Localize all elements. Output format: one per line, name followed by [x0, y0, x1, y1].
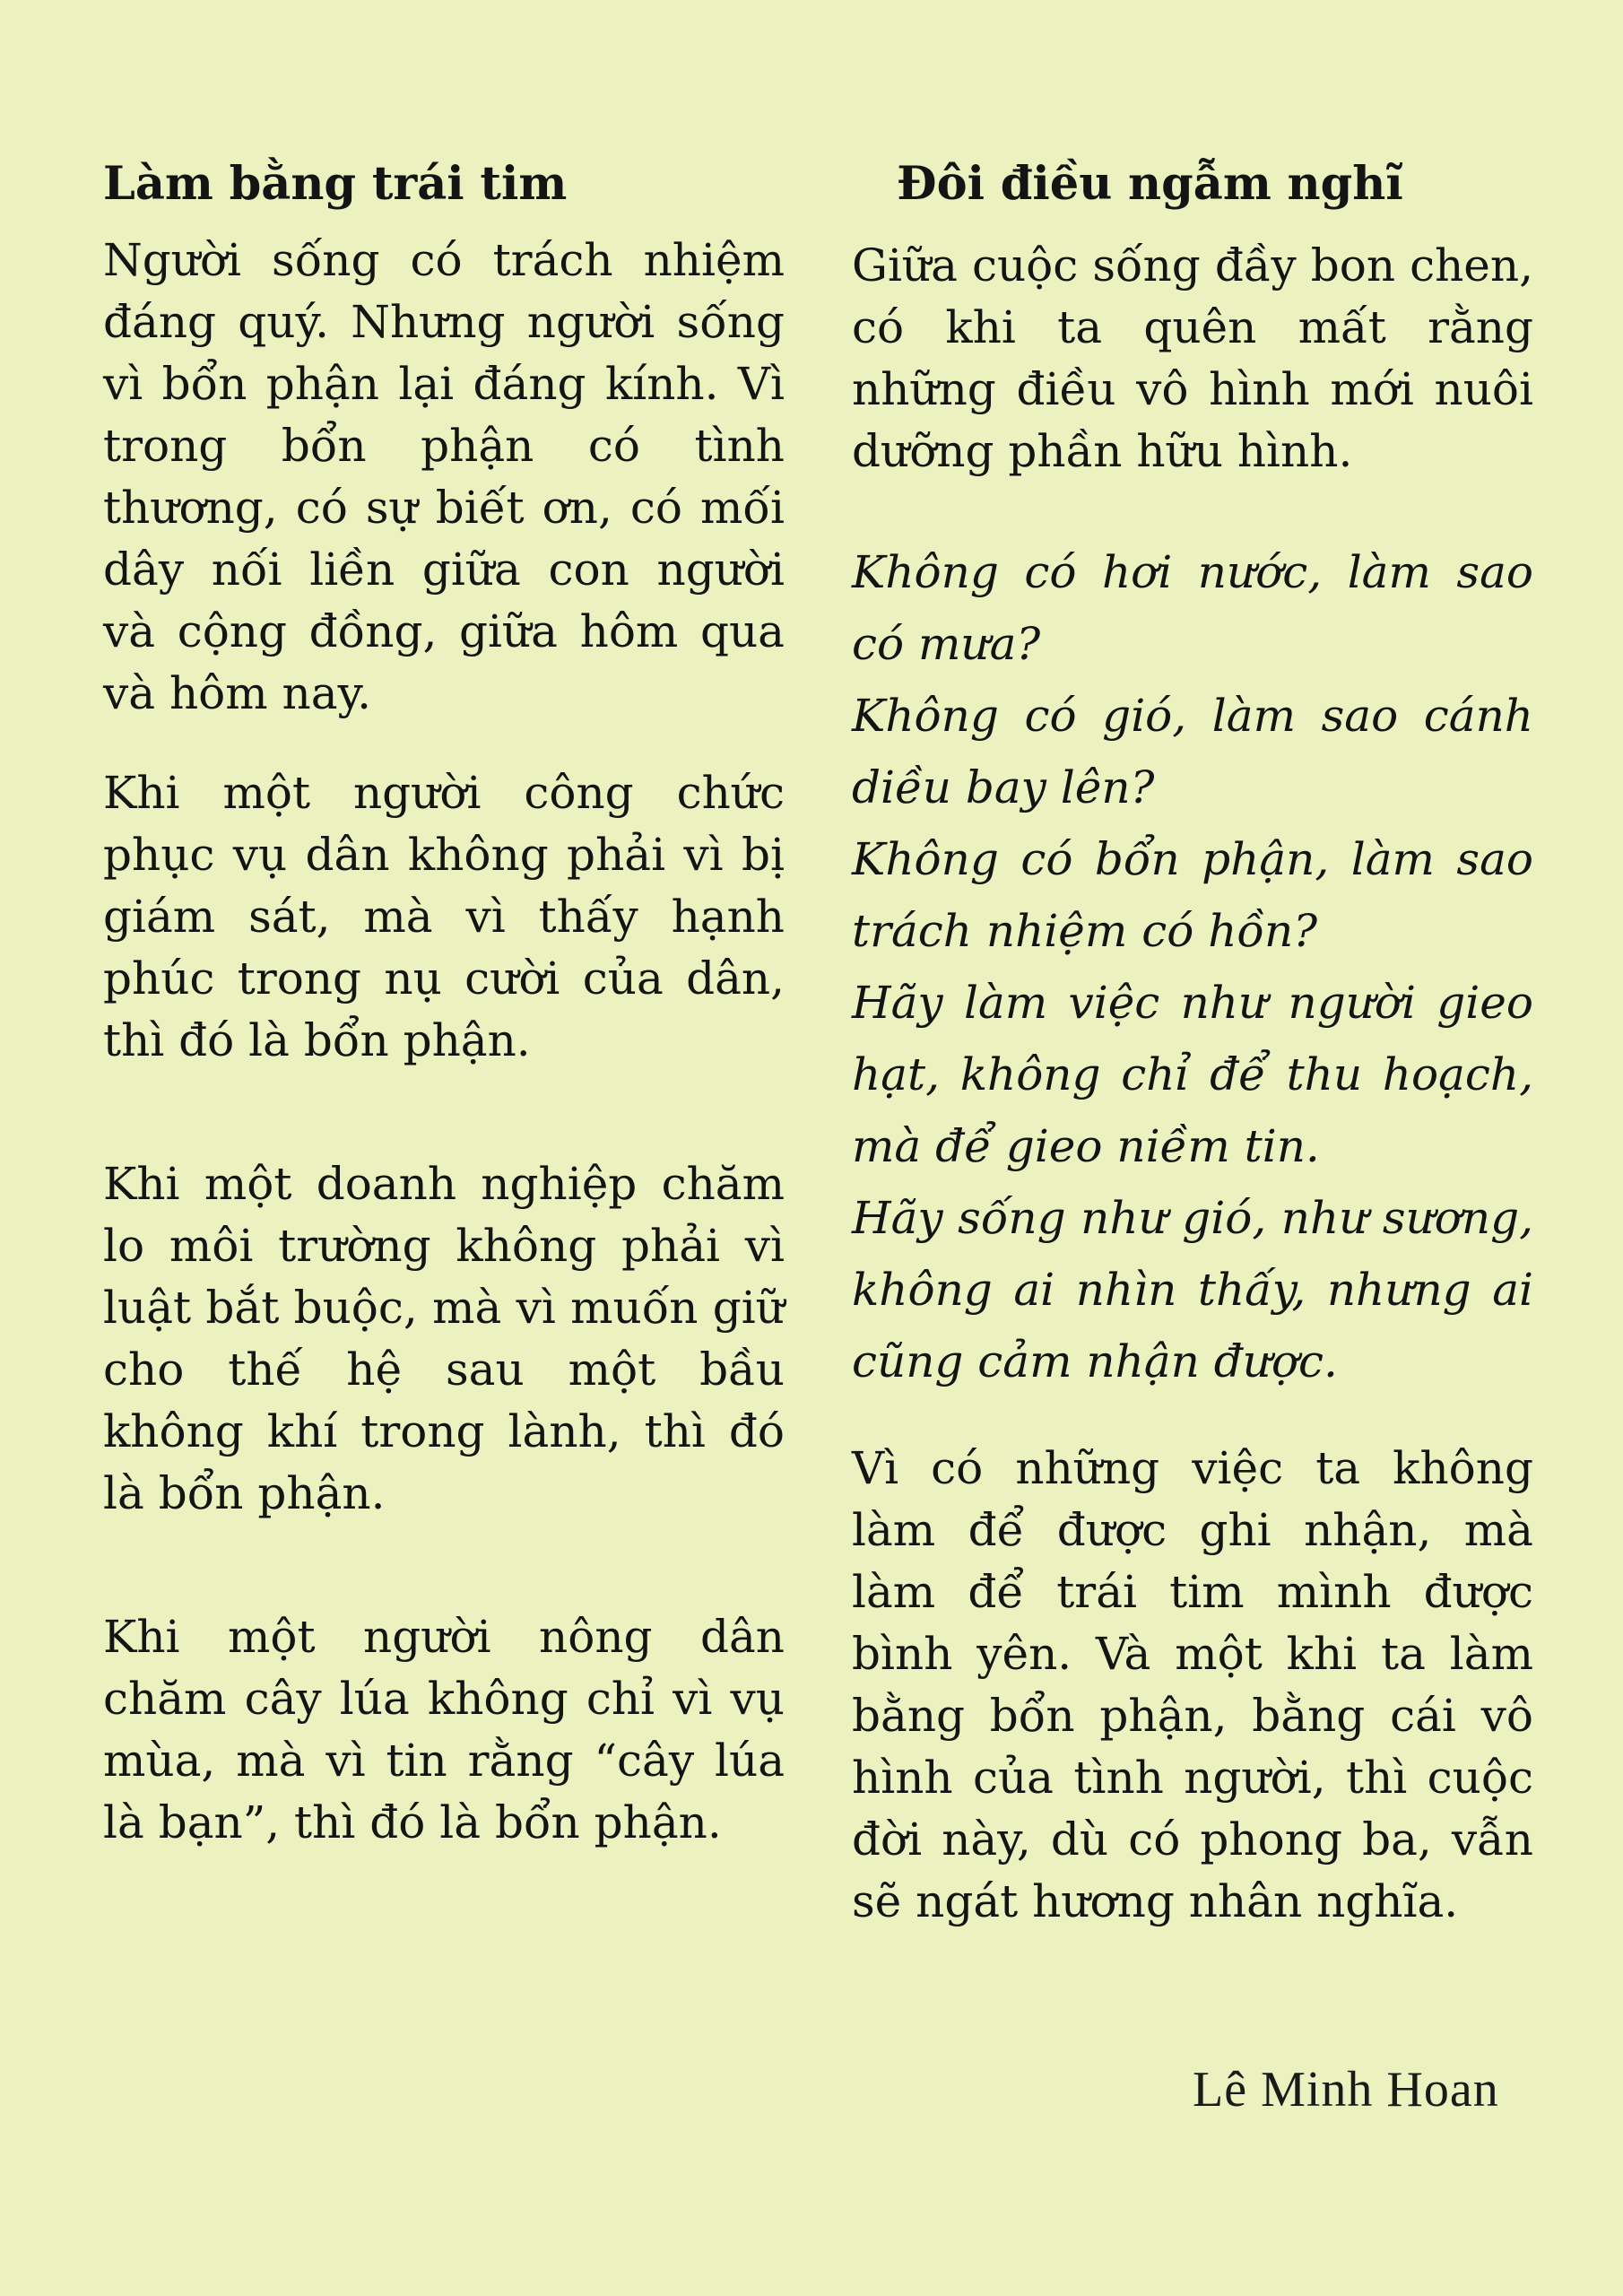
poem-line: Hãy làm việc như người gieo hạt, không chỉ để thu hoạch, mà để gieo niềm tin.: [852, 977, 1533, 1172]
right-heading: Đôi điều ngẫm nghĩ: [897, 157, 1403, 211]
poem-line: Không có bổn phận, làm sao trách nhiệm có hồn?: [852, 833, 1533, 957]
left-paragraph-1: Người sống có trách nhiệm đáng quý. Nhưng người sống vì bổn phận lại đáng kính. Vì trong bổn phận có tình thương, có sự biết ơn, có mối dây nối liền giữa con người và cộng đồng, giữa hôm qua và hôm nay.: [103, 234, 785, 719]
right-intro-paragraph: Giữa cuộc sống đầy bon chen, có khi ta quên mất rằng những điều vô hình mới nuôi dưỡng phần hữu hình.: [852, 239, 1533, 477]
left-paragraph-2: Khi một người công chức phục vụ dân không phải vì bị giám sát, mà vì thấy hạnh phúc trong nụ cười của dân, thì đó là bổn phận.: [103, 767, 785, 1066]
poem-line: Hãy sống như gió, như sương, không ai nhìn thấy, nhưng ai cũng cảm nhận được.: [852, 1192, 1533, 1387]
left-heading: Làm bằng trái tim: [103, 157, 568, 211]
right-closing-paragraph: Vì có những việc ta không làm để được ghi nhận, mà làm để trái tim mình được bình yên. Và một khi ta làm bằng bổn phận, bằng cái vô hình của tình người, thì cuộc đời này, dù có phong ba, vẫn sẽ ngát hương nhân nghĩa.: [852, 1442, 1533, 1927]
poem-line: Không có hơi nước, làm sao có mưa?: [852, 546, 1533, 670]
left-paragraph-4: Khi một người nông dân chăm cây lúa không chỉ vì vụ mùa, mà vì tin rằng “cây lúa là bạn”, thì đó là bổn phận.: [103, 1611, 785, 1848]
left-paragraph-3: Khi một doanh nghiệp chăm lo môi trường không phải vì luật bắt buộc, mà vì muốn giữ cho thế hệ sau một bầu không khí trong lành, thì đó là bổn phận.: [103, 1158, 785, 1519]
author-signature: Lê Minh Hoan: [1193, 2062, 1499, 2118]
poem-line: Không có gió, làm sao cánh diều bay lên?: [852, 690, 1533, 813]
poem-block: [852, 536, 1533, 1397]
right-column: [852, 152, 1533, 1933]
left-column: [103, 152, 785, 1854]
